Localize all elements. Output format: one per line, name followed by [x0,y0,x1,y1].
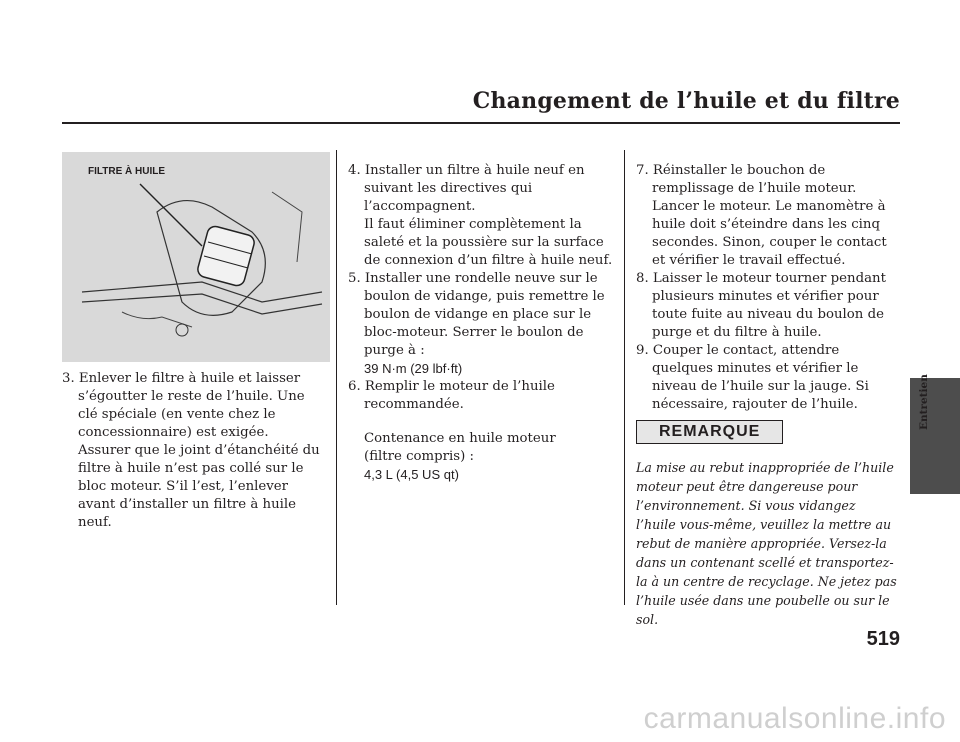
page-number: 519 [866,628,900,650]
title-rule [62,122,900,124]
section-tab-label: Entretien [918,374,930,430]
column-divider-2 [624,150,625,605]
notice-label: REMARQUE [636,420,783,444]
column-3 [636,162,898,629]
step-4: 4. Installer un filtre à huile neuf en suivant les directives qui l’accompagnent. [348,163,585,214]
capacity-value: 4,3 L (4,5 US qt) [364,467,459,482]
page-title: Changement de l’huile et du filtre [472,88,900,114]
step-3: 3. Enlever le filtre à huile et laisser s’égoutter le reste de l’huile. Une clé spéciale (en vente chez le concessionnaire) est exigée. [62,371,305,440]
column-divider-1 [336,150,337,605]
torque-value: 39 N·m (29 lbf·ft) [364,361,463,376]
notice-text: La mise au rebut inappropriée de l’huile moteur peut être dangereuse pour l’environnement. Si vous vidangez l’huile vous-même, veuillez la mettre au rebut de manière appropriée. Versez-la dans un contenant scellé et transportez-la à un centre de recyclage. Ne jetez pas l’huile usée dans une poubelle ou sur le sol. [636,460,897,627]
capacity-label-2: (filtre compris) : [364,449,475,464]
step-4-note: Il faut éliminer complètement la saleté et la poussière sur la surface de connexion d’un filtre à huile neuf. [364,217,613,268]
column-1 [62,370,324,532]
capacity-label-1: Contenance en huile moteur [364,431,556,446]
figure-label: FILTRE À HUILE [88,166,166,177]
step-9: 9. Couper le contact, attendre quelques minutes et vérifier le niveau de l’huile sur la jauge. Si nécessaire, rajouter de l’huile. [636,343,869,412]
step-7: 7. Réinstaller le bouchon de remplissage de l’huile moteur. Lancer le moteur. Le manomètre à huile doit s’éteindre dans les cinq secondes. Sinon, couper le contact et vérifier le travail effectué. [636,163,887,268]
step-3-note: Assurer que le joint d’étanchéité du filtre à huile n’est pas collé sur le bloc moteur. S’il l’est, l’enlever avant d’installer un filtre à huile neuf. [78,443,320,530]
watermark-text: carmanualsonline.info [643,702,946,735]
step-8: 8. Laisser le moteur tourner pendant plusieurs minutes et vérifier pour toute fuite au niveau du boulon de purge et du filtre à huile. [636,271,886,340]
engine-drawing [62,152,330,362]
step-5: 5. Installer une rondelle neuve sur le boulon de vidange, puis remettre le boulon de vidange en place sur le bloc-moteur. Serrer le boulon de purge à : [348,271,605,358]
step-6: 6. Remplir le moteur de l’huile recommandée. [348,379,555,412]
oil-filter-illustration [62,152,330,362]
column-2 [348,162,614,484]
